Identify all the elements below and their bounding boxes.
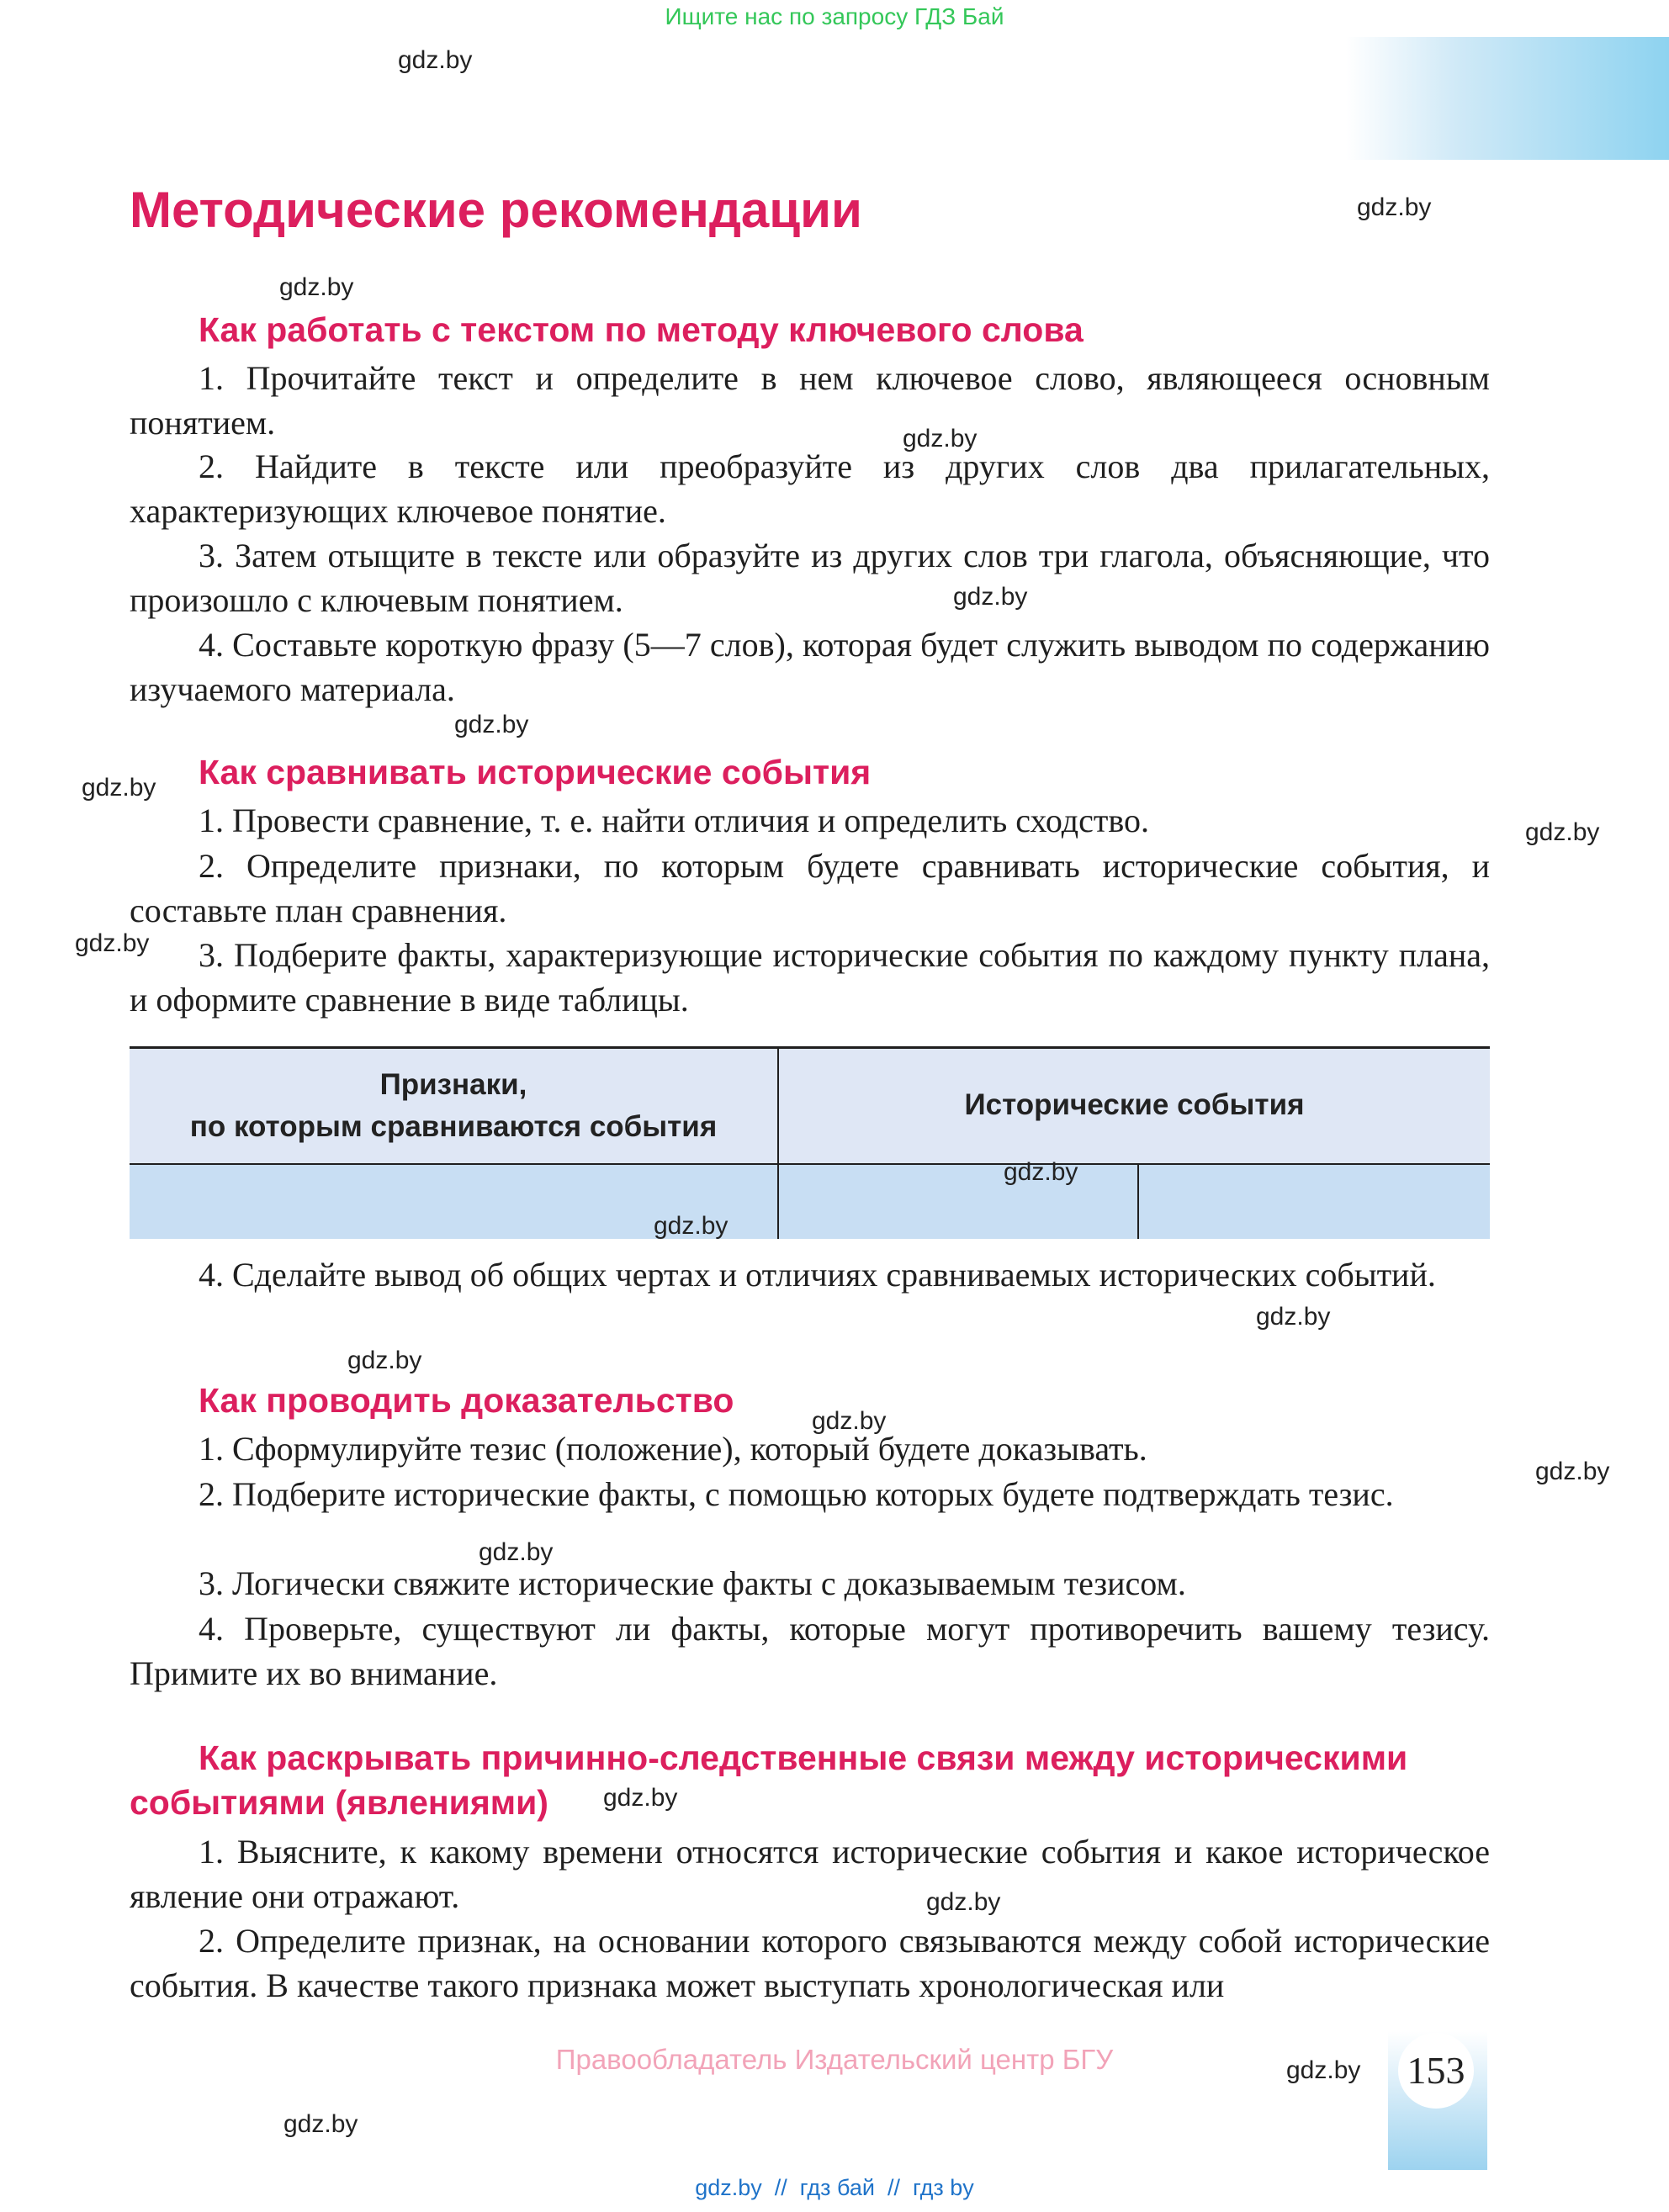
page-title: Методические рекомендации — [130, 182, 862, 238]
table-header-criteria — [130, 1064, 777, 1148]
watermark: gdz.by — [953, 583, 1028, 611]
section-heading-causal-line1: Как раскрывать причинно-следственные связи между историческими — [199, 1738, 1408, 1777]
watermark: gdz.by — [1357, 193, 1432, 221]
table-header-criteria-line2: по которым сравниваются события — [189, 1110, 718, 1143]
watermark: gdz.by — [1256, 1303, 1331, 1331]
section-heading-proof: Как проводить доказательство — [199, 1381, 734, 1420]
paragraph: 1. Выясните, к какому времени относятся исторические события и какое историческое явление они отражают. — [130, 1833, 1490, 1915]
paragraph: 1. Прочитайте текст и определите в нем ключевое слово, являющееся основным понятием. — [130, 359, 1490, 442]
watermark: gdz.by — [1004, 1158, 1078, 1186]
table-divider — [777, 1049, 779, 1239]
table-divider — [1137, 1163, 1139, 1239]
paragraph: 4. Составьте короткую фразу (5—7 слов), которая будет служить выводом по содержанию изучаемого материала. — [130, 626, 1490, 708]
watermark: gdz.by — [1535, 1458, 1610, 1485]
top-note: Ищите нас по запросу ГДЗ Бай — [665, 3, 1004, 29]
watermark: gdz.by — [279, 273, 354, 301]
paragraph: 2. Определите признак, на основании которого связываются между собой исторические события. В качестве такого признака может выступать хронологическая или — [130, 1922, 1490, 2004]
table-row — [130, 1165, 1490, 1239]
page-number: 153 — [1398, 2033, 1474, 2109]
paragraph: 3. Подберите факты, характеризующие исторические события по каждому пункту плана, и оформите сравнение в виде таблицы. — [130, 936, 1490, 1019]
watermark: gdz.by — [903, 425, 978, 452]
watermark: gdz.by — [1286, 2056, 1361, 2084]
watermark: gdz.by — [75, 929, 150, 957]
bottom-links: gdz.by // гдз бай // гдз by — [695, 2175, 974, 2200]
paragraph: 2. Найдите в тексте или преобразуйте из других слов два прилагательных, характеризующих ключевое понятие. — [130, 447, 1490, 530]
table-header-events: Исторические события — [964, 1088, 1305, 1121]
paragraph: 4. Проверьте, существуют ли факты, которые могут противоречить вашему тезису. Примите их во внимание. — [130, 1610, 1490, 1692]
paragraph: 1. Сформулируйте тезис (положение), который будете доказывать. — [199, 1430, 1147, 1468]
watermark: gdz.by — [82, 774, 156, 802]
paragraph: 2. Подберите исторические факты, с помощью которых будете подтверждать тезис. — [199, 1475, 1394, 1513]
watermark: gdz.by — [603, 1784, 678, 1812]
watermark: gdz.by — [1525, 818, 1600, 846]
section-heading-causal-line2: событиями (явлениями) — [130, 1783, 548, 1822]
watermark: gdz.by — [347, 1347, 422, 1374]
paragraph: 1. Провести сравнение, т. е. найти отличия и определить сходство. — [199, 802, 1149, 839]
watermark: gdz.by — [454, 711, 529, 738]
watermark: gdz.by — [398, 46, 473, 74]
paragraph: 4. Сделайте вывод об общих чертах и отличиях сравниваемых исторических событий. — [199, 1256, 1436, 1294]
watermark: gdz.by — [654, 1212, 729, 1240]
watermark: gdz.by — [283, 2110, 358, 2138]
paragraph: 3. Затем отыщите в тексте или образуйте из других слов три глагола, объясняющие, что произошло с ключевым понятием. — [130, 537, 1490, 619]
table-header-row — [130, 1049, 1490, 1165]
watermark: gdz.by — [926, 1888, 1001, 1916]
paragraph: 2. Определите признаки, по которым будете сравнивать исторические события, и составьте план сравнения. — [130, 847, 1490, 929]
watermark: gdz.by — [812, 1407, 887, 1435]
table-header-criteria-line1: Признаки, — [379, 1068, 527, 1101]
copyright-note: Правообладатель Издательский центр БГУ — [555, 2044, 1114, 2075]
corner-decoration — [1346, 37, 1669, 160]
comparison-table — [130, 1046, 1490, 1239]
section-heading-compare: Как сравнивать исторические события — [199, 753, 872, 791]
paragraph: 3. Логически свяжите исторические факты с доказываемым тезисом. — [199, 1564, 1186, 1602]
watermark: gdz.by — [479, 1538, 554, 1566]
section-heading-keyword: Как работать с текстом по методу ключевого слова — [199, 310, 1084, 349]
